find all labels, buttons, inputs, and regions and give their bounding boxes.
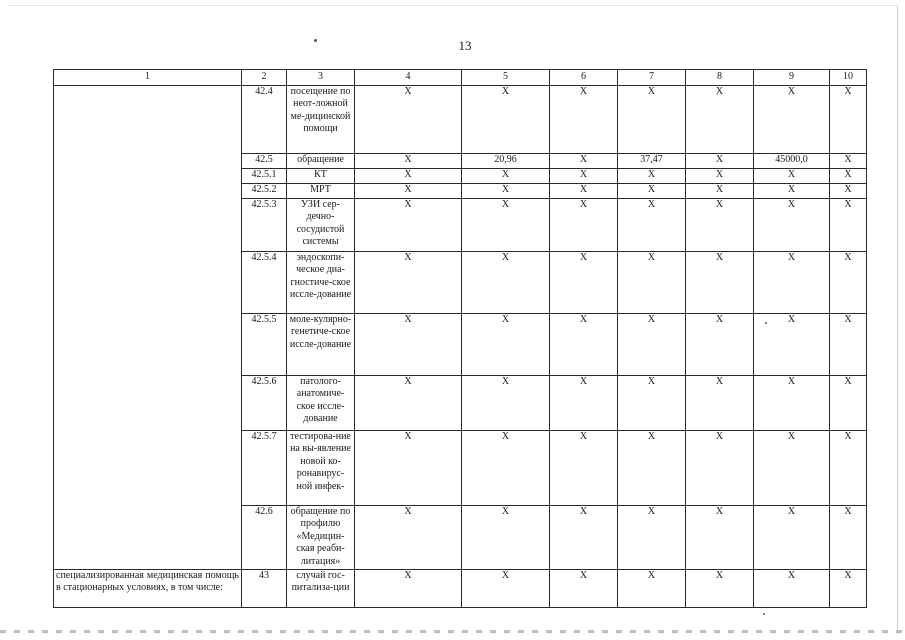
cell-value: Х	[754, 506, 830, 570]
cell-value: Х	[686, 506, 754, 570]
cell-value: Х	[686, 431, 754, 506]
column-header: 9	[754, 70, 830, 86]
cell-value: Х	[686, 169, 754, 184]
row-name: МРТ	[287, 184, 355, 199]
column-header: 4	[355, 70, 462, 86]
cell-value: Х	[754, 252, 830, 314]
cell-value: Х	[550, 86, 618, 154]
column-header: 1	[54, 70, 242, 86]
cell-value: Х	[830, 86, 867, 154]
cell-value: Х	[550, 431, 618, 506]
header-row	[54, 70, 867, 86]
table-row	[54, 86, 867, 154]
column-header: 2	[242, 70, 287, 86]
cell-value: Х	[462, 169, 550, 184]
cell-value: Х	[462, 376, 550, 431]
cell-value: Х	[686, 570, 754, 608]
data-table	[53, 69, 867, 608]
table-row	[54, 570, 867, 608]
row-name: патолого-анатомиче-ское иссле-дование	[287, 376, 355, 431]
column-header: 6	[550, 70, 618, 86]
cell-value: Х	[618, 431, 686, 506]
row-name: посещение по неот-ложной ме-дицинской помощи	[287, 86, 355, 154]
cell-value: Х	[462, 252, 550, 314]
row-name: моле-кулярно-генетиче-ское иссле-дование	[287, 314, 355, 376]
cell-value: Х	[550, 314, 618, 376]
cell-value: Х	[462, 199, 550, 252]
column-header: 10	[830, 70, 867, 86]
cell-value: Х	[830, 376, 867, 431]
cell-value: Х	[618, 376, 686, 431]
cell-value: Х	[550, 199, 618, 252]
cell-value: Х	[462, 86, 550, 154]
row-number: 42.6	[242, 506, 287, 570]
cell-value: Х	[618, 506, 686, 570]
cell-value: Х	[686, 154, 754, 169]
cell-value: Х	[618, 570, 686, 608]
cell-value: Х	[462, 184, 550, 199]
row-number: 42.4	[242, 86, 287, 154]
row-number: 43	[242, 570, 287, 608]
cell-value: Х	[754, 169, 830, 184]
cell-value: Х	[618, 169, 686, 184]
cell-value: Х	[686, 86, 754, 154]
cell-value: Х	[830, 252, 867, 314]
cell-value: Х	[355, 169, 462, 184]
row-number: 42.5.2	[242, 184, 287, 199]
page-number: 13	[458, 38, 472, 53]
row-name: эндоскопи-ческое диа-гностиче-ское иссле-дование	[287, 252, 355, 314]
row-number: 42.5.5	[242, 314, 287, 376]
cell-value: Х	[355, 252, 462, 314]
cell-value: Х	[830, 431, 867, 506]
column-header: 7	[618, 70, 686, 86]
row-number: 42.5.6	[242, 376, 287, 431]
cell-value: Х	[618, 184, 686, 199]
row-name: случай гос-питализа-ции	[287, 570, 355, 608]
scan-speck	[314, 39, 317, 42]
cell-value: Х	[550, 169, 618, 184]
cell-value: Х	[830, 154, 867, 169]
row-name: тестирова-ние на вы-явление новой ко-ронавирус-ной инфек-	[287, 431, 355, 506]
cell-value: Х	[830, 314, 867, 376]
cell-value: Х	[355, 86, 462, 154]
cell-value: Х	[355, 506, 462, 570]
cell-value: Х	[462, 314, 550, 376]
cell-value: Х	[355, 154, 462, 169]
cell-value: Х	[550, 252, 618, 314]
cell-value: Х	[355, 570, 462, 608]
cell-value: Х	[686, 199, 754, 252]
cell-value: Х	[462, 431, 550, 506]
cell-value: Х	[830, 199, 867, 252]
column-header: 5	[462, 70, 550, 86]
row-number: 42.5	[242, 154, 287, 169]
cell-value: Х	[618, 86, 686, 154]
cell-value: 20,96	[462, 154, 550, 169]
scan-speck	[763, 613, 765, 615]
cell-value: Х	[830, 506, 867, 570]
cell-value: Х	[550, 184, 618, 199]
row-name: УЗИ сер-дечно-сосудистой системы	[287, 199, 355, 252]
cell-value: Х	[754, 199, 830, 252]
cell-value: Х	[355, 376, 462, 431]
column-header: 3	[287, 70, 355, 86]
row-number: 42.5.7	[242, 431, 287, 506]
cell-value: 45000,0	[754, 154, 830, 169]
cell-value: Х	[618, 314, 686, 376]
row-name: КТ	[287, 169, 355, 184]
row-number: 42.5.4	[242, 252, 287, 314]
cell-value: Х	[550, 376, 618, 431]
cell-value: Х	[830, 570, 867, 608]
cell-value: Х	[754, 86, 830, 154]
cell-value: Х	[462, 506, 550, 570]
scan-artifact-line	[0, 630, 905, 633]
cell-value: Х	[686, 376, 754, 431]
cell-value: Х	[550, 570, 618, 608]
section-label: специализированная медицинская помощь в стационарных условиях, в том числе:	[54, 570, 242, 608]
row-number: 42.5.1	[242, 169, 287, 184]
row-name: обращение	[287, 154, 355, 169]
cell-value: Х	[686, 184, 754, 199]
cell-value: Х	[355, 431, 462, 506]
cell-value: Х	[355, 199, 462, 252]
cell-value: Х	[355, 184, 462, 199]
cell-value: Х	[830, 169, 867, 184]
cell-value: Х	[754, 184, 830, 199]
cell-value: Х	[550, 506, 618, 570]
cell-value: Х	[830, 184, 867, 199]
cell-value: Х	[618, 199, 686, 252]
cell-value: Х	[754, 376, 830, 431]
cell-value: Х	[686, 252, 754, 314]
merged-label-cell	[54, 86, 242, 570]
cell-value: Х	[754, 314, 830, 376]
cell-value: Х	[618, 252, 686, 314]
row-number: 42.5.3	[242, 199, 287, 252]
cell-value: Х	[754, 431, 830, 506]
column-header: 8	[686, 70, 754, 86]
cell-value: Х	[754, 570, 830, 608]
cell-value: 37,47	[618, 154, 686, 169]
cell-value: Х	[355, 314, 462, 376]
cell-value: Х	[462, 570, 550, 608]
cell-value: Х	[686, 314, 754, 376]
cell-value: Х	[550, 154, 618, 169]
row-name: обращение по профилю «Медицин-ская реаби-литация»	[287, 506, 355, 570]
